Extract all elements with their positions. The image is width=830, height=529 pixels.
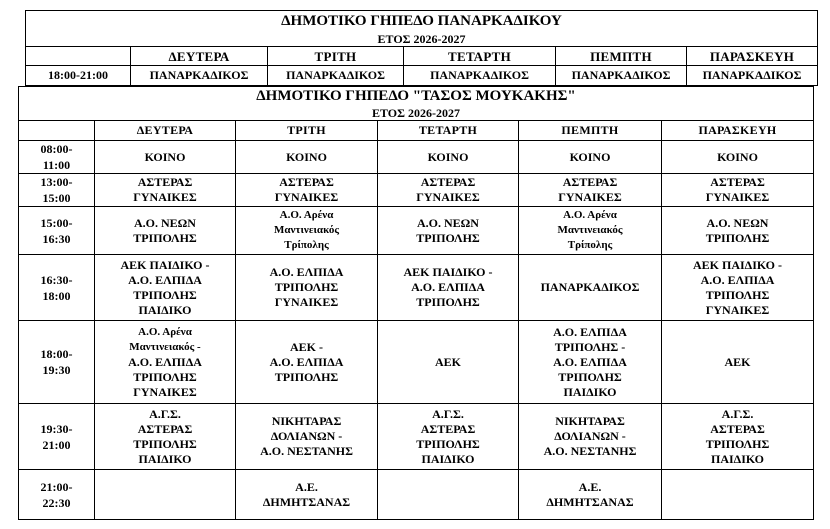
schedule-cell-line: Μαντινειακός [557,224,623,236]
schedule-cell-line: ΠΑΙΔΙΚΟ [138,451,192,466]
schedule-cell-line: Α.Ο. Αρένα [138,325,192,338]
schedule-cell: ΠΑΝΑΡΚΑΔΙΚΟΣ [687,66,818,86]
schedule-cell [662,141,814,174]
schedule-cell-line: Α.Ε. [578,479,602,494]
table-year: ΕΤΟΣ 2026-2027 [26,32,818,47]
schedule-cell-line: ΤΡΙΠΟΛΗΣ [416,295,480,309]
schedule-cell-line: ΓΥΝΑΙΚΕΣ [133,384,197,399]
schedule-cell-line: ΑΣΤΕΡΑΣ [420,421,476,436]
day-header: ΠΑΡΑΣΚΕΥΗ [687,47,818,66]
day-header: ΠΕΜΠΤΗ [556,47,687,66]
schedule-cell-line: Τρίπολης [567,239,613,251]
schedule-cell-line: ΑΕΚ ΠΑΙΔΙΚΟ - [693,257,783,272]
schedule-cell-line: ΑΣΤΕΡΑΣ [137,175,193,189]
schedule-cell-line: ΤΡΙΠΟΛΗΣ [416,436,480,451]
schedule-cell [236,174,378,207]
table-row [19,174,814,207]
schedule-cell-line: ΔΗΜΗΤΣΑΝΑΣ [262,494,351,509]
schedule-cell-line: Μαντινειακός [273,224,339,236]
schedule-cell-line: ΓΥΝΑΙΚΕΣ [274,295,339,309]
schedule-cell-line: ΠΑΙΔΙΚΟ [138,302,192,317]
schedule-cell-line: ΚΟΙΝΟ [569,149,611,164]
schedule-cell-line: ΤΡΙΠΟΛΗΣ [274,280,339,294]
schedule-cell-line: ΤΡΙΠΟΛΗΣ [133,230,197,245]
schedule-cell [662,470,814,520]
schedule-cell-line: ΤΡΙΠΟΛΗΣ [705,287,770,302]
table-title: ΔΗΜΟΤΙΚΟ ΓΗΠΕΔΟ ΠΑΝΑΡΚΑΔΙΚΟΥ [26,11,818,33]
schedule-cell-line: ΓΥΝΑΙΚΕΣ [274,190,339,204]
schedule-cell-line: Α.Ο. ΝΕΣΤΑΝΗΣ [260,444,353,458]
schedule-cell [378,174,519,207]
schedule-cell-line: Α.Ε. [295,479,318,494]
day-header: ΔΕΥΤΕΡΑ [131,47,268,66]
day-header: ΠΕΜΠΤΗ [519,121,662,141]
schedule-cell [236,255,378,321]
time-slot-line: 16:30 [42,231,71,246]
schedule-cell [519,321,662,404]
schedule-cell [95,404,236,470]
table-row [19,207,814,255]
schedule-cell [519,404,662,470]
schedule-cell-line: ΚΟΙΝΟ [717,149,758,164]
schedule-cell-line: ΑΣΤΕΡΑΣ [420,175,476,189]
schedule-cell [378,321,519,404]
schedule-cell-line: Α.Γ.Σ. [149,406,181,421]
time-slot-line: 16:30- [40,272,73,287]
day-header: ΤΕΤΑΡΤΗ [404,47,556,66]
time-slot: 18:00-21:00 [26,66,131,86]
schedule-cell [662,174,814,207]
schedule-cell-line: ΠΑΙΔΙΚΟ [563,384,617,399]
schedule-cell-line: ΓΥΝΑΙΚΕΣ [705,302,770,317]
schedule-cell [378,404,519,470]
day-header: ΤΕΤΑΡΤΗ [378,121,519,141]
schedule-cell-line: ΑΣΤΕΡΑΣ [710,421,765,436]
time-slot-line: 22:30 [42,495,71,510]
time-slot [19,174,95,207]
time-slot-line: 08:00- [40,142,73,156]
schedule-cell-line: ΤΡΙΠΟΛΗΣ [133,287,197,302]
schedule-cell [519,255,662,321]
table-year: ΕΤΟΣ 2026-2027 [19,105,814,121]
day-header: ΤΡΙΤΗ [236,121,378,141]
schedule-cell: ΠΑΝΑΡΚΑΔΙΚΟΣ [404,66,556,86]
time-slot-line: 13:00- [40,175,73,189]
time-slot [19,321,95,404]
schedule-table-tasos-moukakis [18,86,814,520]
schedule-cell-line: Α.Ο. ΝΕΩΝ [134,215,196,230]
schedule-cell-line: Α.Ο. ΝΕΩΝ [417,215,479,230]
schedule-cell-line: ΤΡΙΠΟΛΗΣ [705,436,770,451]
schedule-cell-line: ΚΟΙΝΟ [144,149,186,164]
time-slot-line: 18:00- [40,347,73,361]
time-slot [19,404,95,470]
schedule-cell-line: Α.Ο. ΕΛΠΙΔΑ [128,354,202,369]
schedule-cell-line: ΔΟΛΙΑΝΩΝ - [270,429,343,443]
schedule-cell [519,174,662,207]
schedule-cell-line: Α.Γ.Σ. [432,406,464,421]
schedule-cell-line: Μαντινειακός - [129,340,201,353]
schedule-cell-line: ΑΕΚ [724,354,751,369]
schedule-cell-line: ΔΗΜΗΤΣΑΝΑΣ [546,494,634,509]
schedule-cell-line: ΚΟΙΝΟ [286,149,327,164]
schedule-cell-line: ΚΟΙΝΟ [427,149,469,164]
schedule-cell: ΠΑΝΑΡΚΑΔΙΚΟΣ [556,66,687,86]
schedule-cell-line: ΓΥΝΑΙΚΕΣ [705,190,770,204]
schedule-cell [95,141,236,174]
day-header: ΠΑΡΑΣΚΕΥΗ [662,121,814,141]
schedule-cell [236,207,378,255]
time-slot-line: 18:00 [42,288,71,303]
schedule-cell-line: ΤΡΙΠΟΛΗΣ [274,369,339,384]
schedule-cell [662,207,814,255]
schedule-cell [662,321,814,404]
schedule-cell [95,470,236,520]
schedule-cell [378,255,519,321]
schedule-cell [95,255,236,321]
schedule-cell-line: Α.Ο. ΕΛΠΙΔΑ [553,324,627,339]
time-slot-line: 15:00- [40,215,73,230]
schedule-cell [95,321,236,404]
schedule-cell-line: ΤΡΙΠΟΛΗΣ [133,369,197,384]
schedule-cell-line: Α.Ο. Αρένα [279,209,334,221]
schedule-cell [95,207,236,255]
schedule-cell [662,255,814,321]
schedule-cell [378,470,519,520]
schedule-table-panarkadikou [25,10,818,86]
schedule-cell-line: Α.Ο. ΕΛΠΙΔΑ [553,354,627,369]
schedule-cell-line: Α.Ο. ΝΕΣΤΑΝΗΣ [543,444,637,458]
schedule-cell-line: ΑΕΚ - [290,339,323,354]
time-slot-line: 15:00 [42,191,71,205]
schedule-cell [519,207,662,255]
time-slot [19,141,95,174]
schedule-cell-line: ΠΑΝΑΡΚΑΔΙΚΟΣ [540,280,640,294]
schedule-cell-line: ΤΡΙΠΟΛΗΣ [705,230,770,245]
schedule-cell-line: ΓΥΝΑΙΚΕΣ [133,190,197,204]
schedule-cell-line: Α.Ο. ΕΛΠΙΔΑ [128,272,202,287]
time-slot-line: 19:30- [40,421,73,436]
schedule-cell-line: ΠΑΙΔΙΚΟ [711,451,765,466]
schedule-cell-line: ΓΥΝΑΙΚΕΣ [416,190,480,204]
schedule-cell-line: ΝΙΚΗΤΑΡΑΣ [555,414,625,428]
table-row [19,255,814,321]
schedule-cell-line: ΔΟΛΙΑΝΩΝ - [554,429,626,443]
schedule-cell-line: ΑΣΤΕΡΑΣ [562,175,618,189]
time-slot-line: 19:30 [42,363,71,377]
schedule-cell-line: ΤΡΙΠΟΛΗΣ [133,436,197,451]
schedule-cell-line: Α.Ο. ΕΛΠΙΔΑ [411,280,485,294]
schedule-cell-line: Α.Γ.Σ. [721,406,754,421]
schedule-cell-line: Τρίπολης [284,239,329,251]
schedule-cell-line: Α.Ο. ΕΛΠΙΔΑ [269,354,344,369]
table-row [19,404,814,470]
schedule-cell-line: Α.Ο. ΝΕΩΝ [706,215,769,230]
corner-cell [26,47,131,66]
schedule-cell-line: ΑΕΚ ΠΑΙΔΙΚΟ - [120,257,210,272]
schedule-cell-line: ΑΕΚ [434,354,461,369]
time-slot-line: 11:00 [42,158,71,172]
table-row [19,470,814,520]
schedule-cell-line: ΤΡΙΠΟΛΗΣ [416,230,480,245]
schedule-cell-line: ΑΣΤΕΡΑΣ [279,175,334,189]
schedule-cell-line: ΑΣΤΕΡΑΣ [137,421,193,436]
table-row [26,66,818,86]
time-slot-line: 21:00 [42,437,71,452]
schedule-cell [236,321,378,404]
schedule-cell [519,141,662,174]
schedule-cell [378,141,519,174]
schedule-cell-line: Α.Ο. ΕΛΠΙΔΑ [269,265,344,279]
schedule-cell-line: ΤΡΙΠΟΛΗΣ [558,369,622,384]
schedule-cell: ΠΑΝΑΡΚΑΔΙΚΟΣ [131,66,268,86]
schedule-cell-line: Α.Ο. Αρένα [563,209,617,221]
schedule-cell [236,404,378,470]
schedule-cell [95,174,236,207]
schedule-cell [378,207,519,255]
schedule-cell: ΠΑΝΑΡΚΑΔΙΚΟΣ [268,66,404,86]
table-row [19,141,814,174]
schedule-cell-line: ΠΑΙΔΙΚΟ [421,451,475,466]
time-slot [19,470,95,520]
table-title: ΔΗΜΟΤΙΚΟ ΓΗΠΕΔΟ "ΤΑΣΟΣ ΜΟΥΚΑΚΗΣ" [19,87,814,106]
schedule-cell-line: ΑΕΚ ΠΑΙΔΙΚΟ - [403,265,493,279]
time-slot-line: 21:00- [40,479,73,494]
schedule-cell [662,404,814,470]
schedule-cell-line: Α.Ο. ΕΛΠΙΔΑ [700,272,775,287]
schedule-cell [236,141,378,174]
table-row [19,321,814,404]
day-header: ΤΡΙΤΗ [268,47,404,66]
schedule-cell-line: ΤΡΙΠΟΛΗΣ - [554,339,626,354]
schedule-cell [519,470,662,520]
day-header: ΔΕΥΤΕΡΑ [95,121,236,141]
corner-cell [19,121,95,141]
time-slot [19,255,95,321]
schedule-cell [236,470,378,520]
schedule-cell-line: ΓΥΝΑΙΚΕΣ [558,190,622,204]
schedule-cell-line: ΝΙΚΗΤΑΡΑΣ [271,414,342,428]
time-slot [19,207,95,255]
schedule-cell-line: ΑΣΤΕΡΑΣ [710,175,765,189]
